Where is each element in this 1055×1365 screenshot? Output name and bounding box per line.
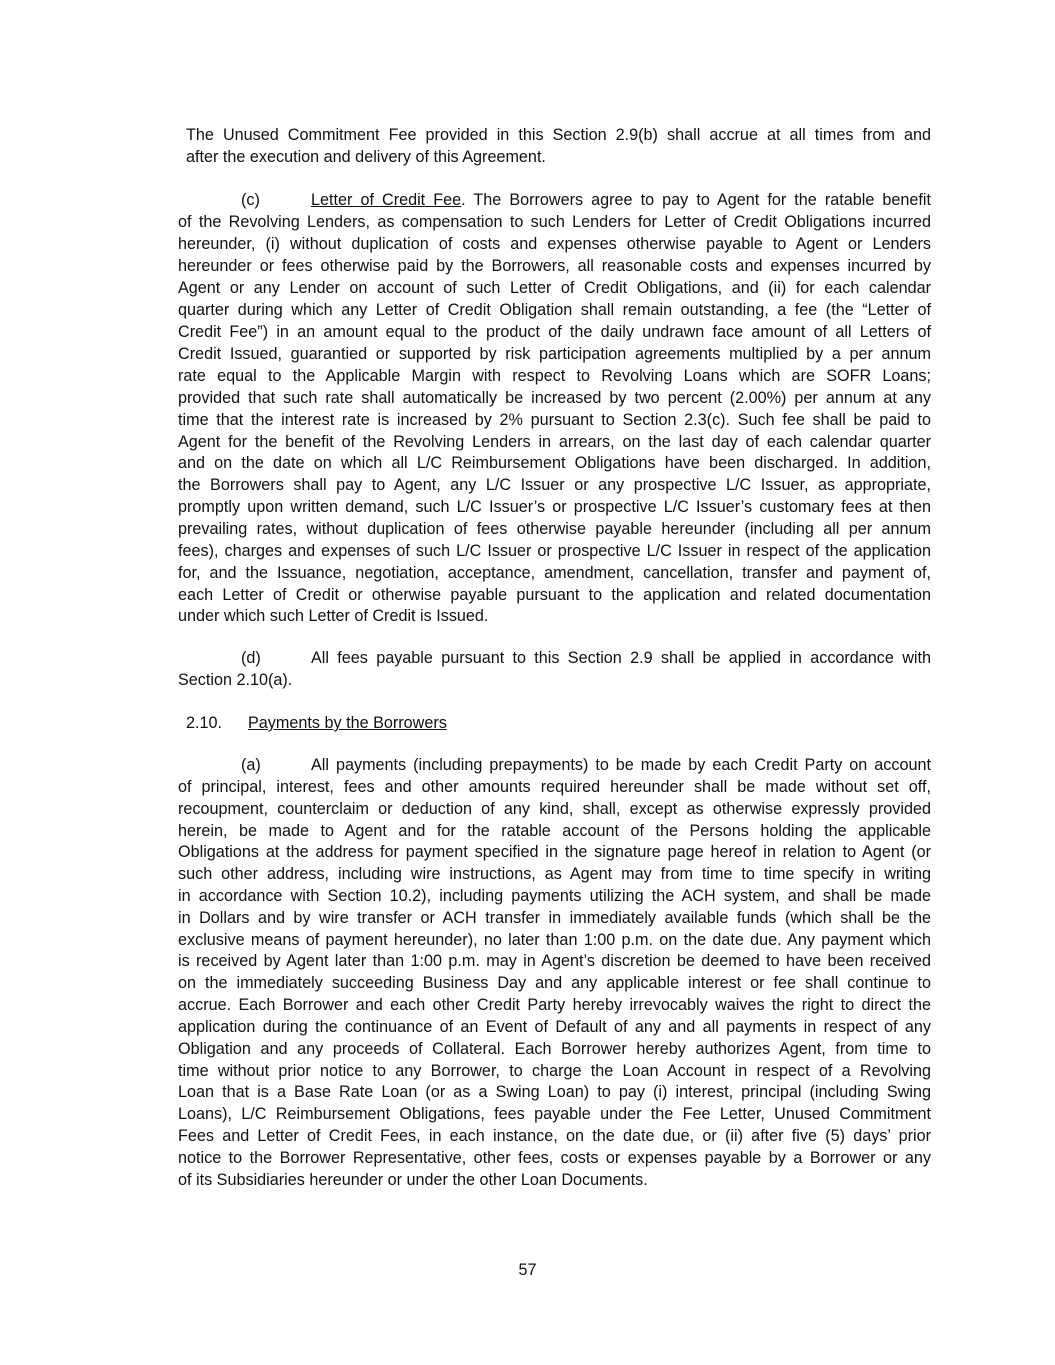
para-c-line: hereunder, (i) without duplication of costs and expenses otherwise payable to Agent or Lenders <box>178 235 931 253</box>
para-d-lead-line: All fees payable pursuant to this Section 2.9 shall be applied in accordance with <box>311 649 931 667</box>
carryover-line-1: The Unused Commitment Fee provided in this Section 2.9(b) shall accrue at all times from and <box>186 126 931 144</box>
para-a-line: is received by Agent later than 1:00 p.m. may in Agent’s discretion be deemed to have been received <box>178 952 931 970</box>
para-c-line: under which such Letter of Credit is Issued. <box>178 607 489 625</box>
page-number: 57 <box>518 1261 537 1279</box>
para-a-line: recoupment, counterclaim or deduction of any kind, shall, except as otherwise expressly provided <box>178 800 931 818</box>
carryover-line-2: after the execution and delivery of this Agreement. <box>186 148 546 166</box>
para-a-line: of its Subsidiaries hereunder or under the other Loan Documents. <box>178 1171 648 1189</box>
para-c-line: Agent for the benefit of the Revolving Lenders in arrears, on the last day of each calendar quarter <box>178 433 931 451</box>
para-a-lead-line: All payments (including prepayments) to be made by each Credit Party on account <box>311 756 931 774</box>
para-a-line: in accordance with Section 10.2), including payments utilizing the ACH system, and shall be made <box>178 887 931 905</box>
para-c-line: promptly upon written demand, such L/C Issuer’s or prospective L/C Issuer’s customary fees at then <box>178 498 931 516</box>
para-c-line: provided that such rate shall automatically be increased by two percent (2.00%) per annum at any <box>178 389 931 407</box>
para-c-line: Agent or any Lender on account of such Letter of Credit Obligations, and (ii) for each calendar <box>178 279 931 297</box>
para-a-line: notice to the Borrower Representative, other fees, costs or expenses payable by a Borrower or any <box>178 1149 931 1167</box>
para-c-line: time that the interest rate is increased by 2% pursuant to Section 2.3(c). Such fee shall be paid to <box>178 411 931 429</box>
para-a-line: on the immediately succeeding Business Day and any applicable interest or fee shall continue to <box>178 974 931 992</box>
para-c-line: Credit Fee”) in an amount equal to the product of the daily undrawn face amount of all Letters of <box>178 323 931 341</box>
para-a-line: in Dollars and by wire transfer or ACH transfer in immediately available funds (which shall be the <box>178 909 931 927</box>
para-c-line: for, and the Issuance, negotiation, acceptance, amendment, cancellation, transfer and payment of, <box>178 564 931 582</box>
para-a-line: time without prior notice to any Borrower, to charge the Loan Account in respect of a Revolving <box>178 1062 931 1080</box>
para-c-line: each Letter of Credit or otherwise payable pursuant to the application and related documentation <box>178 586 931 604</box>
para-c-line: of the Revolving Lenders, as compensation to such Lenders for Letter of Credit Obligations incurred <box>178 213 931 231</box>
para-a-line: application during the continuance of an Event of Default of any and all payments in respect of any <box>178 1018 931 1036</box>
para-a-line: Loan that is a Base Rate Loan (or as a Swing Loan) to pay (i) interest, principal (including Swing <box>178 1083 931 1101</box>
para-c-line: prevailing rates, without duplication of fees otherwise payable hereunder (including all per annum <box>178 520 931 538</box>
para-c-line: quarter during which any Letter of Credit Obligation shall remain outstanding, a fee (the “Letter of <box>178 301 931 319</box>
para-a-line: exclusive means of payment hereunder), no later than 1:00 p.m. on the date due. Any payment which <box>178 931 931 949</box>
para-c-line: rate equal to the Applicable Margin with respect to Revolving Loans which are SOFR Loans; <box>178 367 931 385</box>
para-c-heading: Letter of Credit Fee <box>311 191 462 209</box>
para-a-line: Loans), L/C Reimbursement Obligations, fees payable under the Fee Letter, Unused Commitment <box>178 1105 931 1123</box>
para-c-line: the Borrowers shall pay to Agent, any L/C Issuer or any prospective L/C Issuer, as appropriate, <box>178 476 931 494</box>
para-a-line: Fees and Letter of Credit Fees, in each instance, on the date due, or (ii) after five (5) days’ prior <box>178 1127 931 1145</box>
section-title: Payments by the Borrowers <box>248 714 447 732</box>
para-c-lead-text: . The Borrowers agree to pay to Agent for the ratable benefit <box>461 191 931 209</box>
para-c-lead-line <box>311 189 931 211</box>
section-number: 2.10. <box>186 714 223 732</box>
para-a-line: Obligations at the address for payment specified in the signature page hereof in relation to Agent (or <box>178 843 931 861</box>
para-c-line: hereunder or fees otherwise paid by the Borrowers, all reasonable costs and expenses incurred by <box>178 257 931 275</box>
para-a-line: accrue. Each Borrower and each other Credit Party hereby irrevocably waives the right to direct the <box>178 996 931 1014</box>
para-c-line: and on the date on which all L/C Reimbursement Obligations have been discharged. In addition, <box>178 454 931 472</box>
para-a-line: such other address, including wire instructions, as Agent may from time to time specify in writing <box>178 865 931 883</box>
para-c-line: fees), charges and expenses of such L/C Issuer or prospective L/C Issuer in respect of the application <box>178 542 931 560</box>
para-a-line: of principal, interest, fees and other amounts required hereunder shall be made without set off, <box>178 778 931 796</box>
para-a-marker: (a) <box>241 756 261 774</box>
para-c-marker: (c) <box>241 191 260 209</box>
para-a-line: herein, be made to Agent and for the ratable account of the Persons holding the applicable <box>178 822 931 840</box>
para-d-line: Section 2.10(a). <box>178 671 293 689</box>
para-d-marker: (d) <box>241 649 261 667</box>
para-c-line: Credit Issued, guarantied or supported by risk participation agreements multiplied by a per annum <box>178 345 931 363</box>
para-a-line: Obligation and any proceeds of Collateral. Each Borrower hereby authorizes Agent, from time to <box>178 1040 931 1058</box>
